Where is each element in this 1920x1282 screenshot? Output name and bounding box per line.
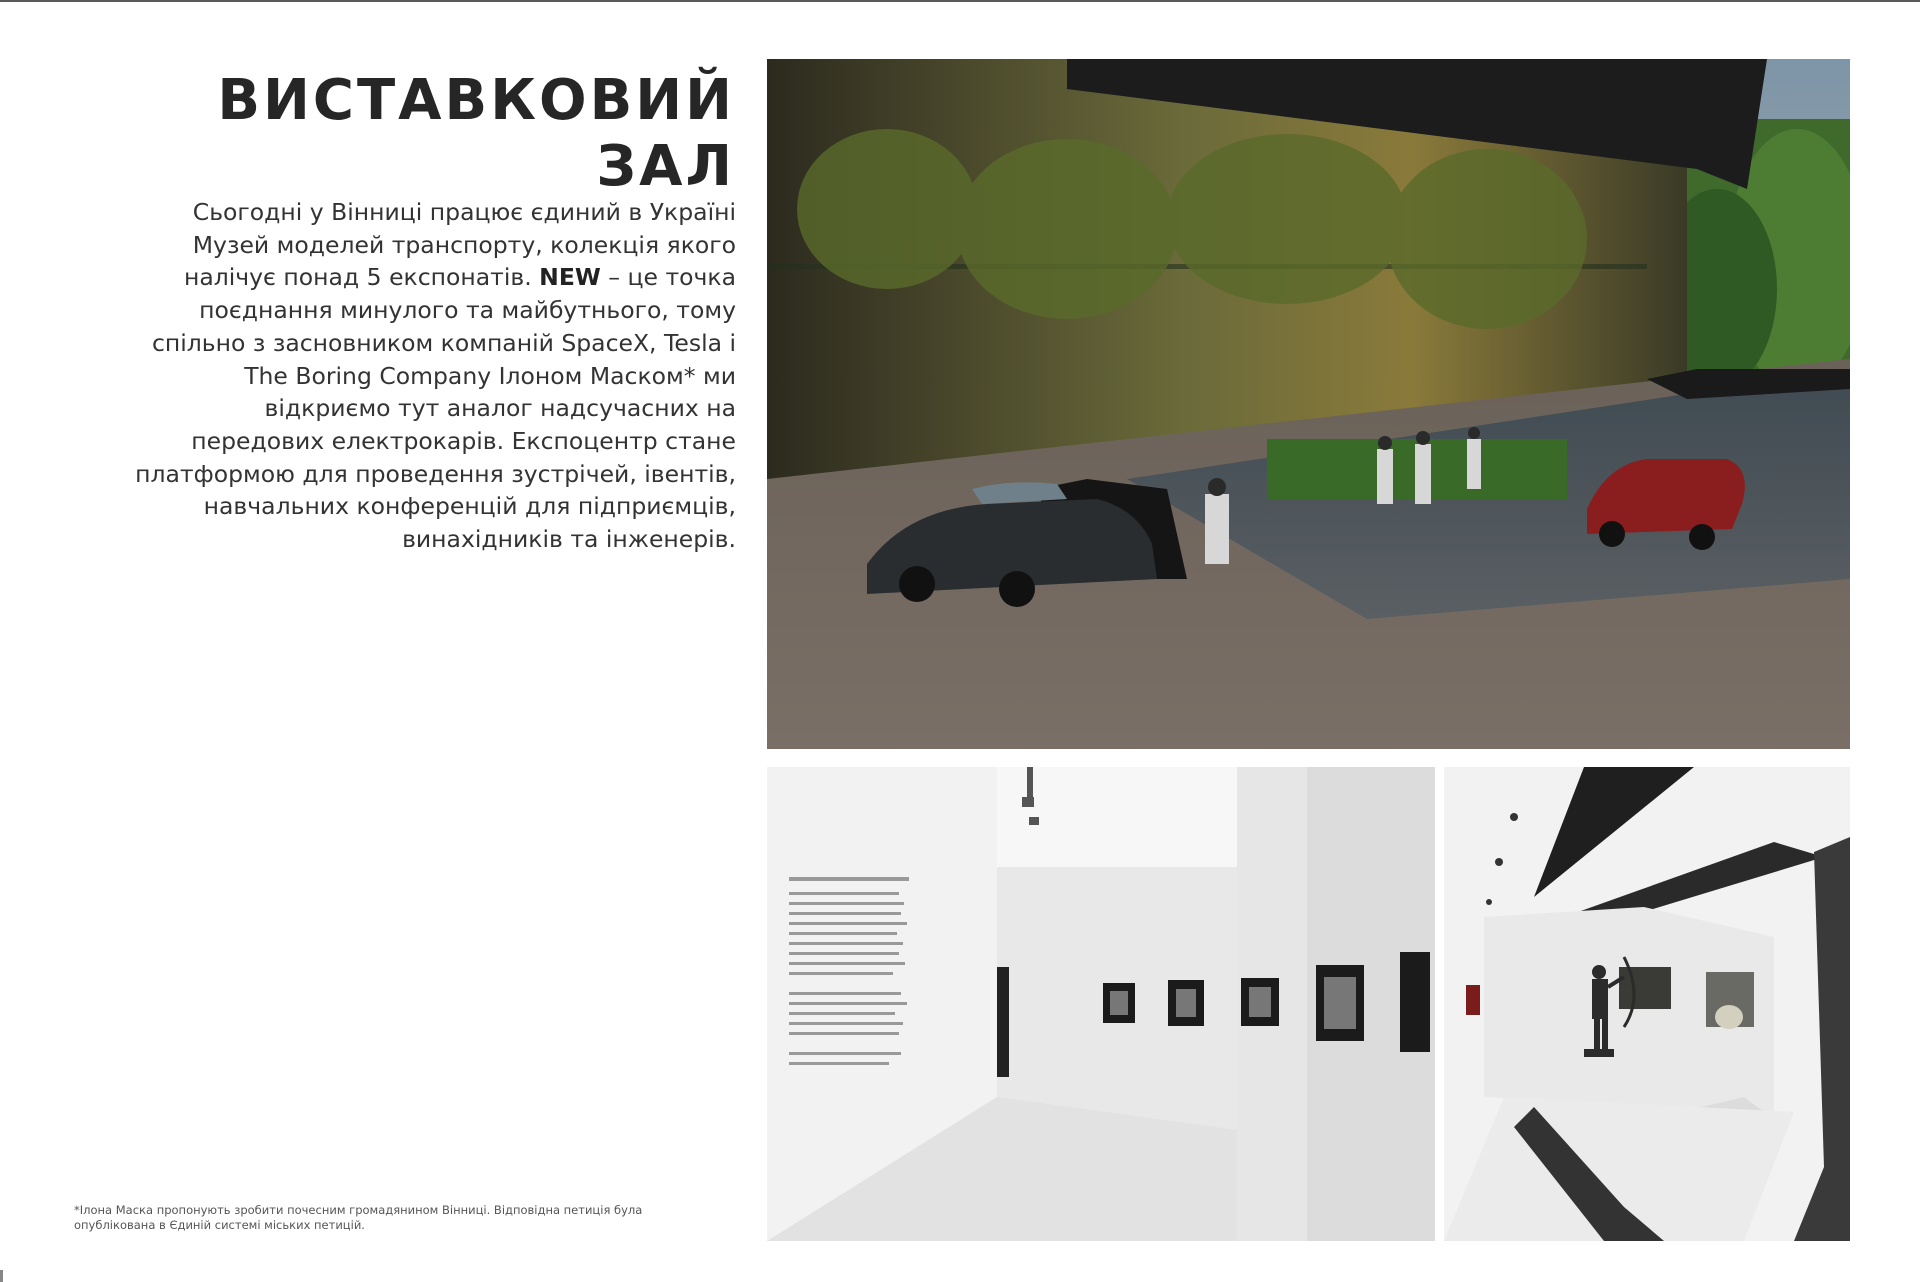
text-line: спільно з засновником компаній SpaceX, Tesla і	[151, 328, 736, 357]
exhibition-exterior-photo	[767, 59, 1850, 749]
intro-paragraph	[60, 196, 736, 556]
gallery-corridor-photo	[767, 767, 1435, 1241]
text-line: поєднання минулого та майбутнього, тому	[199, 296, 736, 325]
text-line: винахідників та інженерів.	[402, 525, 736, 554]
text-line: The Boring Company Ілоном Маском* ми	[244, 361, 736, 390]
top-rule	[0, 0, 1920, 2]
text-line: навчальних конференцій для підприємців,	[203, 492, 736, 521]
text-line: відкриємо тут аналог надсучасних на	[264, 394, 736, 423]
text-line: Сьогодні у Вінниці працює єдиний в Україні	[192, 198, 736, 226]
text-line: платформою для проведення зустрічей, івентів,	[135, 459, 736, 488]
page-title: ВИСТАВКОВИЙ ЗАЛ	[217, 68, 735, 199]
footnote: *Ілона Маска пропонують зробити почесним громадянином Вінниці. Відповідна петиція була опублікована в Єдиній системі міських петицій.	[74, 1203, 643, 1232]
gallery-sculpture-photo	[1444, 767, 1850, 1241]
brand-new: NEW	[539, 263, 601, 292]
text-line: Музей моделей транспорту, колекція якого	[192, 230, 736, 259]
page-edge-mark	[0, 1270, 3, 1282]
text-line: налічує понад 5 експонатів. NEW – це точка	[183, 263, 736, 292]
text-line: передових електрокарів. Експоцентр стане	[191, 426, 736, 455]
